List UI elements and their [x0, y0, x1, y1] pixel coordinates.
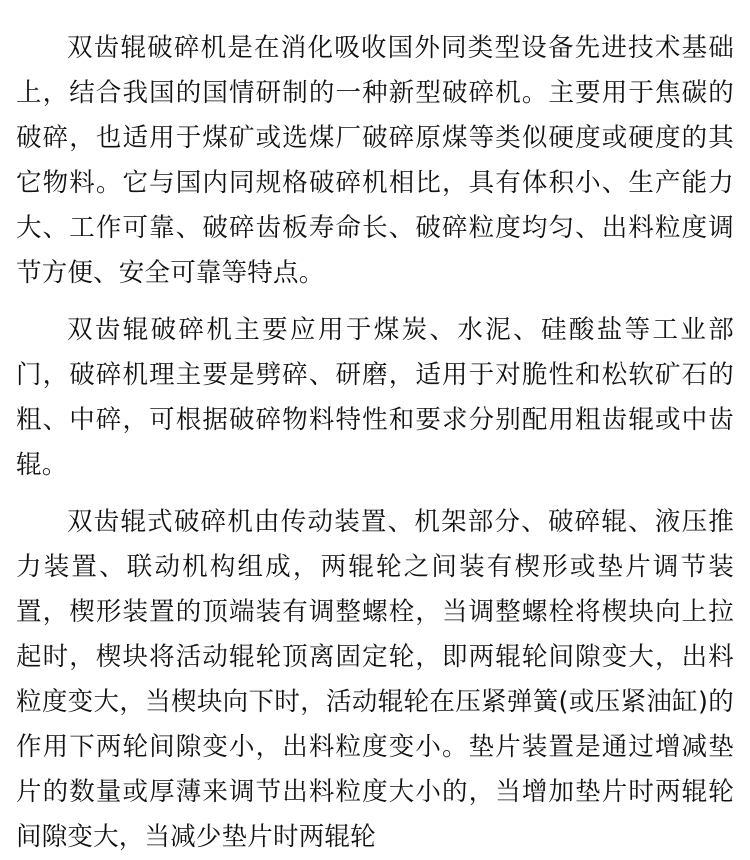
paragraph-2: 双齿辊破碎机主要应用于煤炭、水泥、硅酸盐等工业部门，破碎机理主要是劈碎、研磨，适用于对脆性和松软矿石的粗、中碎，可根据破碎物料特性和要求分别配用粗齿辊或中齿辊。 — [16, 315, 734, 480]
paragraph-3: 双齿辊式破碎机由传动装置、机架部分、破碎辊、液压推力装置、联动机构组成，两辊轮之间装有楔形或垫片调节装置，楔形装置的顶端装有调整螺栓，当调整螺栓将楔块向上拉起时，楔块将活动辊轮顶离固定轮，即两辊轮间隙变大，出料粒度变大，当楔块向下时，活动辊轮在压紧弹簧(或压紧油缸)的作用下两轮间隙变小，出料粒度变小。垫片装置是通过增减垫片的数量或厚薄来调节出料粒度大小的，当增加垫片时两辊轮间隙变大，当减少垫片时两辊轮 — [16, 507, 734, 852]
document-body — [16, 26, 734, 860]
paragraph-1: 双齿辊破碎机是在消化吸收国外同类型设备先进技术基础上，结合我国的国情研制的一种新型破碎机。主要用于焦碳的破碎，也适用于煤矿或选煤厂破碎原煤等类似硬度或硬度的其它物料。它与国内同规格破碎机相比，具有体积小、生产能力大、工作可靠、破碎齿板寿命长、破碎粒度均匀、出料粒度调节方便、安全可靠等特点。 — [16, 33, 734, 288]
